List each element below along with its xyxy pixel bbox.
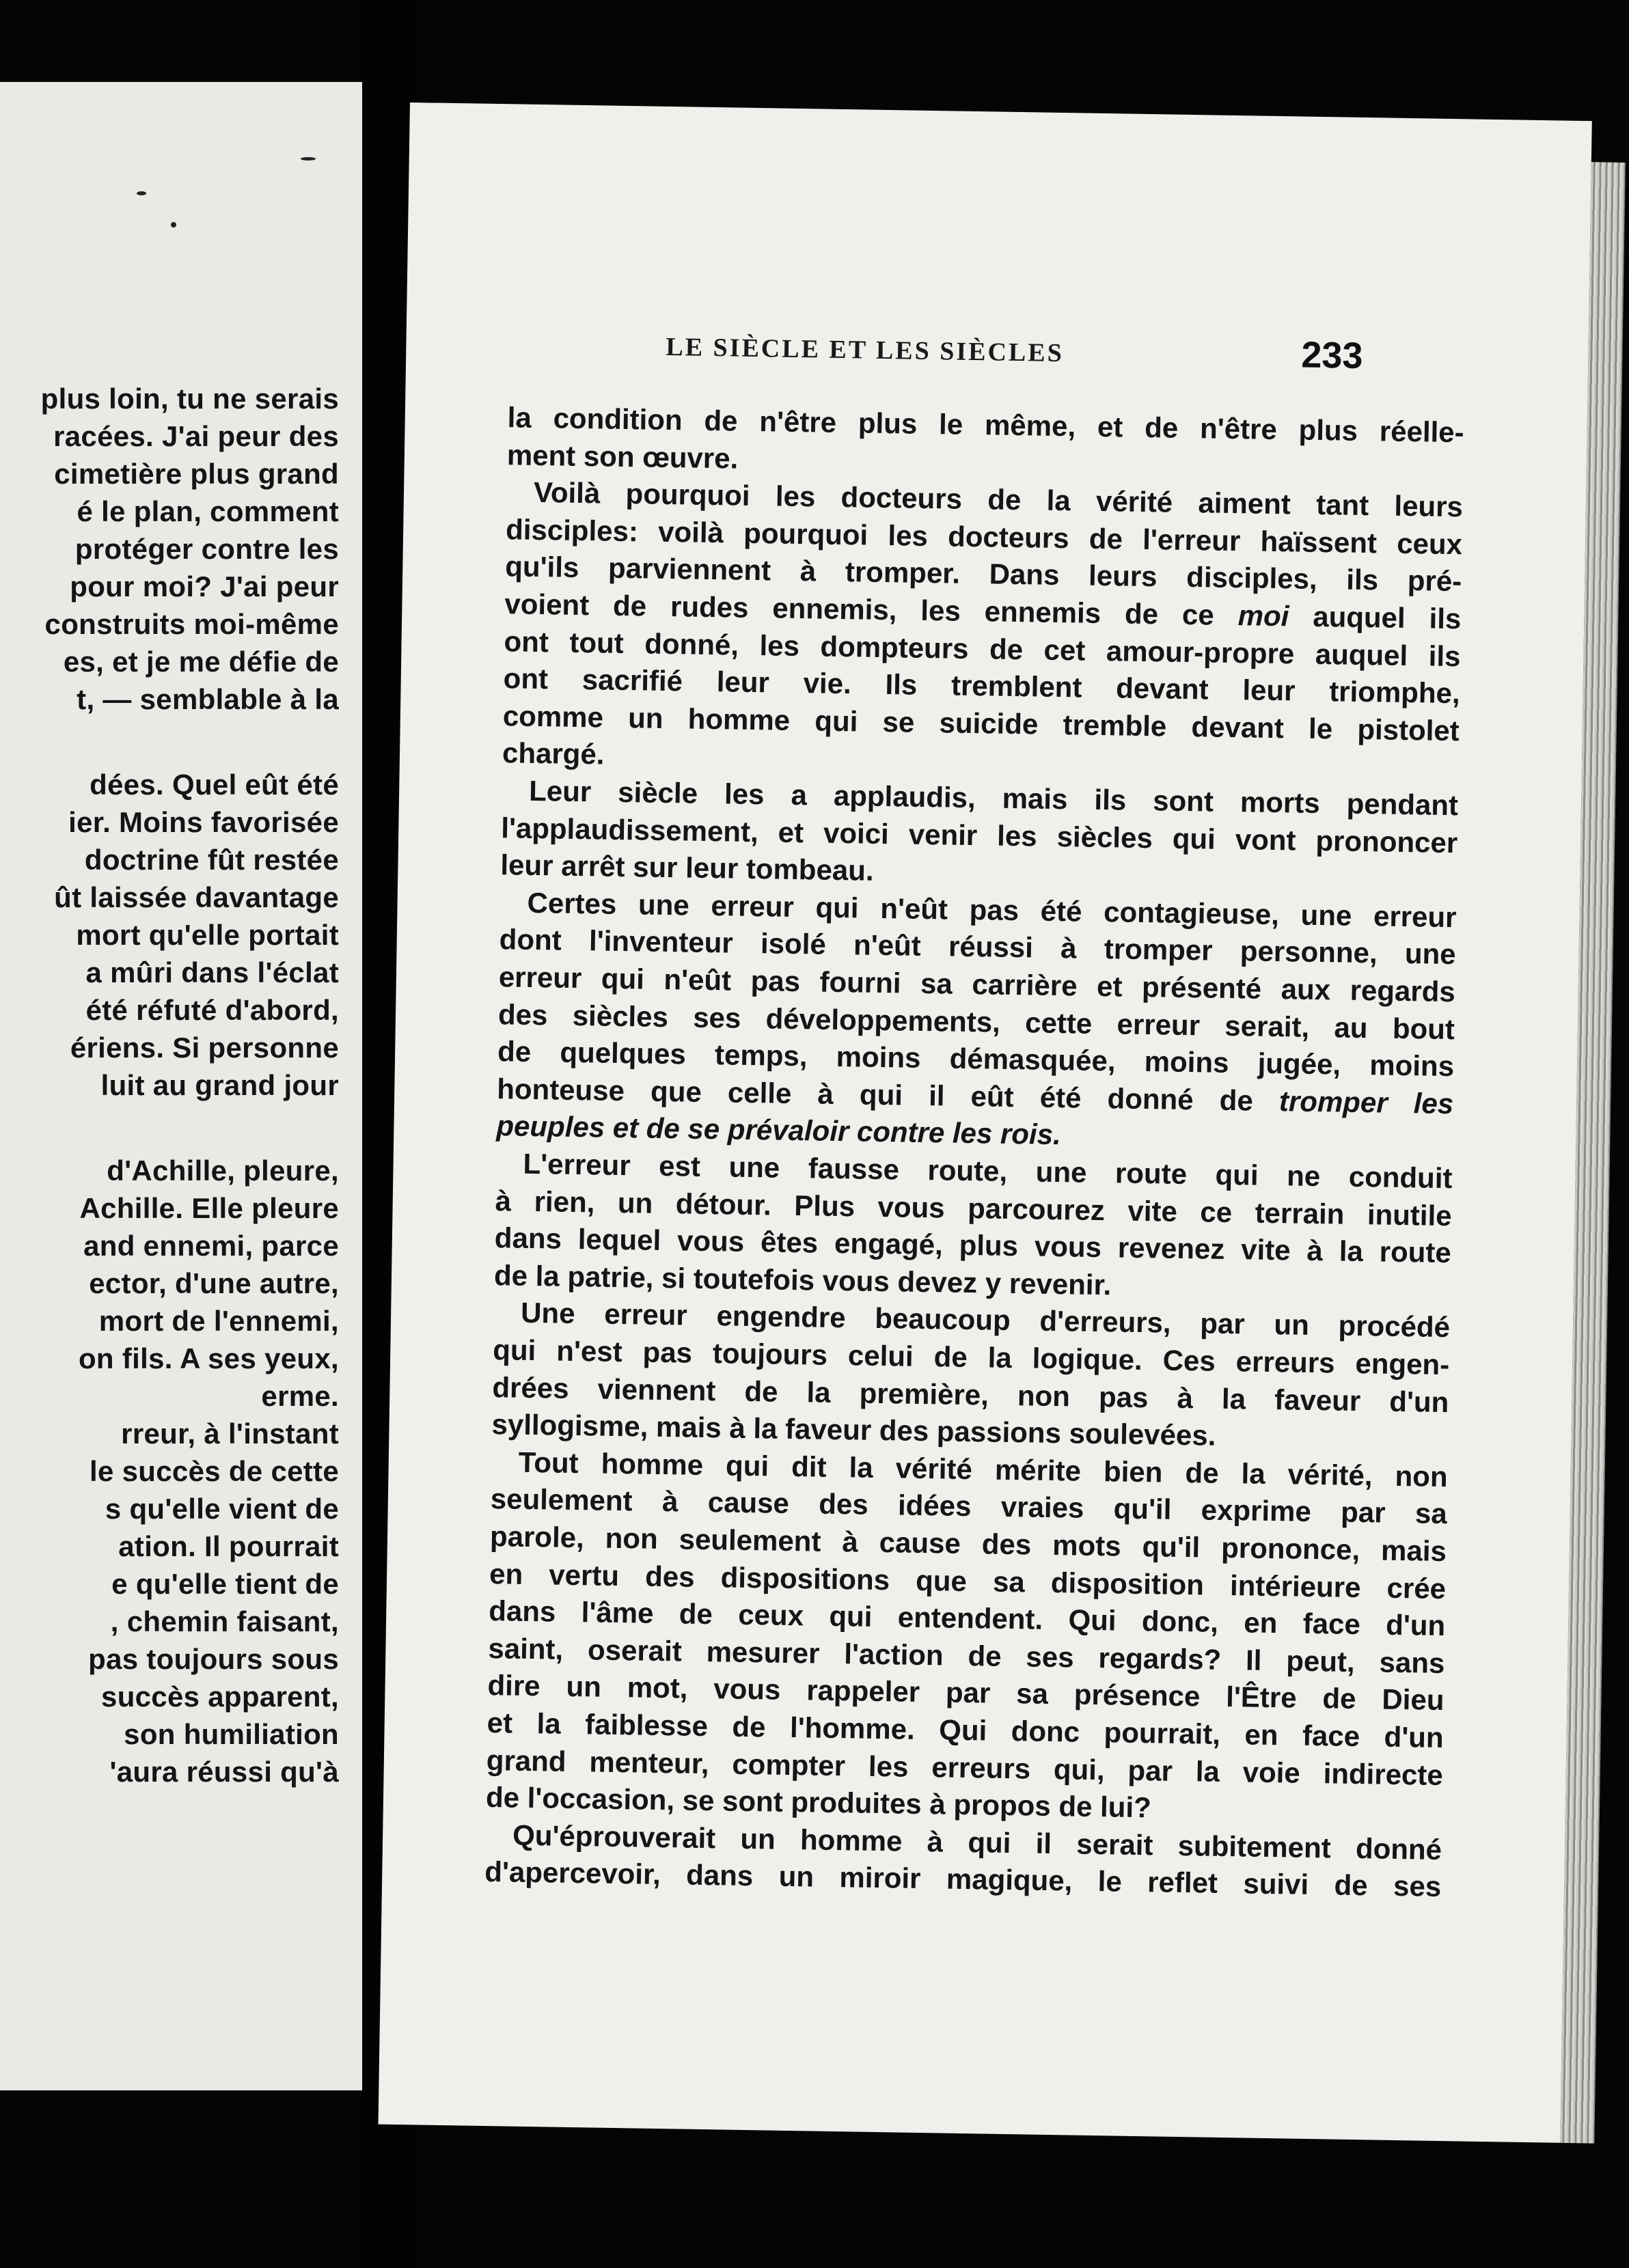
text-line-content: Voilà pourquoi les docteurs de la vérité aiment tant leurs xyxy=(533,476,1464,523)
text-line-content: Qu'éprouverait un homme à qui il serait subitement donné xyxy=(512,1818,1442,1866)
text-line-tail: auquel ils xyxy=(1289,600,1462,635)
text-line-content: Certes une erreur qui n'eût pas été contagieuse, une erreur xyxy=(527,886,1457,933)
left-page-line: on fils. A ses yeux, xyxy=(78,1342,339,1374)
left-page-line: succès apparent, xyxy=(101,1681,339,1713)
left-page-line: mort qu'elle portait xyxy=(76,919,339,951)
ink-speck xyxy=(171,222,176,227)
text-line-content: L'erreur est une fausse route, une route qui ne conduit xyxy=(523,1147,1453,1195)
left-page-line: , chemin faisant, xyxy=(110,1605,339,1637)
text-line-content: erreur qui n'eût pas fourni sa carrière et présenté aux regards xyxy=(498,960,1456,1008)
text-line-content: saint, oserait mesurer l'action de ses regards? Il peut, sans xyxy=(488,1631,1445,1679)
left-page-line: protéger contre les xyxy=(74,533,339,565)
text-line-content: Leur siècle les a applaudis, mais ils sont morts pendant xyxy=(528,774,1459,822)
left-page-line: ier. Moins favorisée xyxy=(68,806,339,838)
text-line-content: et la faiblesse de l'homme. Qui donc pourrait, en face d'un xyxy=(487,1706,1444,1754)
left-page-line: pour moi? J'ai peur xyxy=(70,570,339,603)
left-page-line: cimetière plus grand xyxy=(54,458,339,490)
left-page-line: rreur, à l'instant xyxy=(121,1418,339,1450)
italic-word: moi xyxy=(1237,599,1289,633)
ink-speck xyxy=(301,157,316,161)
left-page-line: e qu'elle tient de xyxy=(111,1568,339,1600)
text-line-content: d'apercevoir, dans un miroir magique, le reflet suivi de ses xyxy=(484,1855,1442,1903)
text-line-content: comme un homme qui se suicide tremble devant le pistolet xyxy=(502,700,1460,747)
text-line-content: leur arrêt sur leur tombeau. xyxy=(500,848,874,887)
text-line-content: l'applaudissement, et voici venir les siècles qui vont prononcer xyxy=(500,811,1458,859)
text-line-content: dans l'âme de ceux qui entendent. Qui donc, en face d'un xyxy=(488,1594,1446,1642)
text-line-content: qu'ils parviennent à tromper. Dans leurs disciples, ils pré- xyxy=(504,550,1462,598)
text-line-content: grand menteur, compter les erreurs qui, par la voie indirecte xyxy=(486,1743,1444,1791)
text-line-content: des siècles ses développements, cette erreur serait, au bout xyxy=(497,997,1455,1045)
left-page xyxy=(0,82,362,2090)
page-edge xyxy=(1560,162,1626,2143)
text-line-content: drées viennent de la première, non pas à la faveur d'un xyxy=(492,1370,1449,1418)
text-line-content: de la patrie, si toutefois vous devez y revenir. xyxy=(493,1258,1112,1301)
text-line-content: chargé. xyxy=(502,736,605,771)
text-line-content: seulement à cause des idées vraies qu'il exprime par sa xyxy=(490,1482,1448,1530)
ink-speck xyxy=(137,191,146,195)
text-line-content: peuples et de se prévaloir contre les rois. xyxy=(496,1109,1062,1151)
text-line-content: voient de rudes ennemis, les ennemis de ce xyxy=(504,587,1215,631)
left-page-line: ût laissée davantage xyxy=(54,881,339,913)
text-line-content: de l'occasion, se sont produites à propos de lui? xyxy=(485,1781,1152,1824)
left-page-line: erme. xyxy=(261,1380,339,1412)
left-page-line: pas toujours sous xyxy=(88,1643,339,1675)
left-page-line: 'aura réussi qu'à xyxy=(109,1756,339,1788)
left-page-line: ector, d'une autre, xyxy=(89,1267,339,1299)
left-page-line: doctrine fût restée xyxy=(84,844,339,876)
left-page-line: mort de l'ennemi, xyxy=(98,1305,339,1337)
left-page-line: t, — semblable à la xyxy=(77,683,339,715)
page-number: 233 xyxy=(1300,334,1363,376)
left-page-line: racées. J'ai peur des xyxy=(53,420,339,452)
left-page-line: été réfuté d'abord, xyxy=(85,994,339,1026)
left-page-line: le succès de cette xyxy=(90,1455,339,1487)
text-line-content: en vertu des dispositions que sa disposition intérieure crée xyxy=(489,1557,1447,1605)
left-page-line: a mûri dans l'éclat xyxy=(85,956,339,988)
text-line-content: de quelques temps, moins démasquée, moins jugée, moins xyxy=(497,1035,1455,1083)
text-line-content: disciples: voilà pourquoi les docteurs de l'erreur haïssent ceux xyxy=(505,513,1463,561)
left-page-line: luit au grand jour xyxy=(100,1069,339,1101)
left-page-line: ériens. Si personne xyxy=(70,1032,339,1064)
left-page-line: Achille. Elle pleure xyxy=(79,1192,339,1224)
running-head: LE SIÈCLE ET LES SIÈCLES xyxy=(666,332,1065,368)
left-page-line: d'Achille, pleure, xyxy=(107,1154,339,1187)
text-line-content: qui n'est pas toujours celui de la logique. Ces erreurs engen- xyxy=(492,1333,1450,1381)
text-line-content: ont tout donné, les dompteurs de cet amour-propre auquel ils xyxy=(504,624,1461,672)
text-line-content: parole, non seulement à cause des mots qu'il prononce, mais xyxy=(489,1520,1447,1568)
left-page-line: and ennemi, parce xyxy=(83,1230,339,1262)
left-page-line: son humiliation xyxy=(124,1718,339,1750)
left-page-line: plus loin, tu ne serais xyxy=(40,383,339,415)
left-page-line: é le plan, comment xyxy=(77,495,339,527)
text-line-content: honteuse que celle à qui il eût été donné de xyxy=(496,1072,1254,1117)
left-page-line: dées. Quel eût été xyxy=(90,769,339,801)
text-line-content: ment son œuvre. xyxy=(506,438,739,475)
right-page xyxy=(379,102,1592,2143)
text-line-content: ont sacrifié leur vie. Ils tremblent devant leur triomphe, xyxy=(503,662,1460,710)
text-line-content: Tout homme qui dit la vérité mérite bien de la vérité, non xyxy=(518,1446,1448,1493)
left-page-line: es, et je me défie de xyxy=(63,646,339,678)
text-line-content: dans lequel vous êtes engagé, plus vous revenez vite à la route xyxy=(494,1221,1452,1269)
text-line-content: la condition de n'être plus le même, et de n'être plus réelle- xyxy=(507,401,1464,449)
left-page-line: construits moi-même xyxy=(44,608,339,640)
text-line-content: dont l'inventeur isolé n'eût réussi à tromper personne, une xyxy=(499,923,1456,971)
text-line-content: à rien, un détour. Plus vous parcourez vite ce terrain inutile xyxy=(495,1184,1452,1232)
text-line-content: dire un mot, vous rappeler par sa présence l'Être de Dieu xyxy=(487,1669,1445,1717)
text-line-content: Une erreur engendre beaucoup d'erreurs, par un procédé xyxy=(520,1297,1451,1344)
left-page-line: s qu'elle vient de xyxy=(105,1493,339,1525)
left-page-line: ation. Il pourrait xyxy=(118,1530,339,1562)
text-line-content: syllogisme, mais à la faveur des passions soulevées. xyxy=(491,1408,1216,1452)
italic-phrase: tromper les xyxy=(1278,1084,1454,1120)
